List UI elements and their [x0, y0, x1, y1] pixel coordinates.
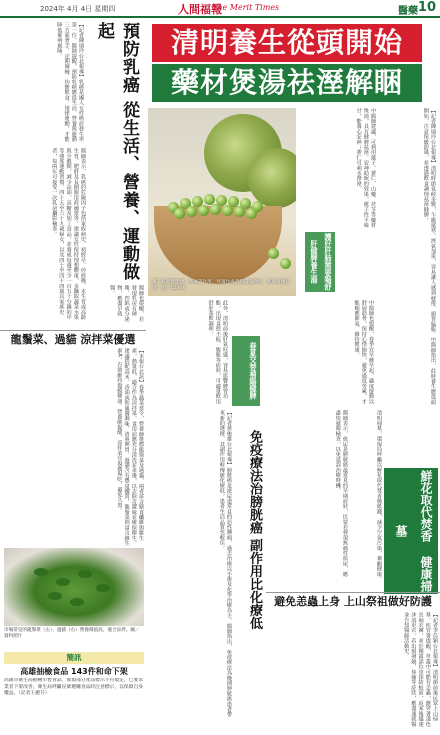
flower-article-body: 清明掃墓，環保局呼籲以鮮花取代焚香燒紙錢，減少空氣污染，兼顧健康。 — [376, 410, 382, 582]
section-name: 醫藥 — [398, 6, 418, 17]
bowl-image — [154, 206, 282, 284]
lotus-seed — [186, 206, 197, 217]
vegetable-body: 【本報台北訊】春季蔬菜當令，營養師推薦龍鬚菜及過貓，兩者富含膳食纖維與維生素，熱量低，適合作為涼拌菜。食用前應充分清洗並汆燙，以去除苦澀味並確保衛生。建議搭配蒜末、香油或和風醬調味，清爽開胃。過貓含有豐富鐵質，龍鬚菜則富含維生素A，有助維持黏膜健康。營養師提醒，涼拌菜宜現做現吃，避免久置。 — [116, 348, 144, 546]
chigger-body: 【記者李佳穎台北報導】清明節前後民眾上山掃墓，疾管署提醒，草叢中可能有恙蟲，應穿著淺色長袖衣褲，並於裸露部位塗抹防蚊液，返家後儘速沐浴更衣。若出現發燒、焦痂等症狀，應盡速就醫並告知醫師活動史。 — [403, 612, 438, 727]
main-article-body-mid-1: 中醫師建議，可利用蓮子、薏仁、山藥、茯苓等藥材煲湯，具有健脾祛溼、安神助眠的效果。蓮子性平味甘，能養心安神；薏仁可利水滲溼。 — [355, 108, 376, 228]
brief-headline: 高雄抽檢食品 143件和命下架 — [20, 667, 128, 676]
lotus-seed — [246, 208, 257, 219]
page-number: 10 — [417, 0, 436, 15]
bladder-cancer-headline: 免疫療法治膀胱癌 副作用比化療低 — [247, 430, 262, 630]
breast-cancer-body-2: 醫師表示，乳癌的危險因子包括家族病史、初經早、停經晚、未生育或高齡生育、肥胖及長期服用荷爾蒙等。建議女性保持理想體重，多攝取蔬菜水果與全穀類，減少高油、高糖及加工食品，並養成每週至少一百五十分鐘的中等強度運動習慣。四十五至六十九歲婦女，以及四十至四十四歲具家族史者，每兩年可接受一次乳房攝影檢查。 — [51, 148, 86, 320]
leaf-shape — [70, 598, 84, 606]
page-header — [0, 0, 440, 18]
lotus-pod-image — [248, 148, 296, 208]
vegetable-photo — [4, 548, 144, 626]
lotus-seed — [222, 205, 233, 216]
brief-body: 高雄市衛生局抽檢市售食品，發現部分產品標示不符規定，已要求業者下架改善。衛生局呼籲民眾選購食品時注意標示，以保障自身權益。（記者王麗芬） — [4, 678, 144, 696]
leaf-shape — [78, 570, 92, 578]
lotus-seed-photo — [148, 108, 296, 296]
main-title-line-1: 清明養生從頭開始 — [152, 24, 422, 62]
main-article-body-mid-2: 此外，清明前後肝氣旺盛，容易影響脾胃功能，出現食慾不振、腹脹等症狀，可適量飲用舒肝茶飲調理。 — [207, 300, 228, 404]
brief-tag: 簡訊 — [4, 652, 144, 664]
main-article-body-mid-3: 中醫師也提醒，春季宜早睡早起，適度運動以舒展筋骨，保持心情愉快，避免過度勞累，才能順應節氣、維持健康。 — [353, 300, 374, 404]
newspaper-logo-en: The Merit Times — [212, 3, 280, 12]
lotus-seed — [268, 248, 279, 259]
lotus-photo-caption: 蓮子有健脾化溼、利尿等作用，建議作成清潤湯品飲用，幫助身體祛溼。圖／123RF — [152, 280, 290, 291]
lotus-seed — [174, 208, 185, 219]
leaf-shape — [48, 592, 62, 600]
vegetable-headline: 龍鬚菜、過貓 涼拌菜優選 — [0, 330, 146, 346]
issue-date: 2024年 4月 4日 星期四 — [40, 5, 116, 13]
breast-cancer-headline: 預防乳癌 從生活、營養、運動做起 — [94, 22, 139, 281]
bladder-cancer-body-1: 【記者黃俊雄台北報導】膀胱癌是泌尿道常見的惡性腫瘤，過去治療以手術及化學治療為主。醫師指出，免疫療法為晚期膀胱癌患者帶來新的選擇，其副作用較傳統化療低，患者生活品質也較佳。 — [218, 410, 232, 717]
bladder-cancer-body-2: 醫師表示，血尿是膀胱癌最常見的早期症狀，民眾若發現無痛性血尿，應盡快就醫檢查，以免延誤治療時機。 — [334, 410, 348, 577]
leaf-shape — [96, 584, 110, 592]
chigger-headline: 避免恙蟲上身 上山祭祖做好防護 — [266, 592, 440, 608]
breast-cancer-body-1: 【記者陳瑞玲台北報導】乳癌是國人女性癌症發生率第一位，醫師提醒，預防乳癌應從生活、營養與運動三方面著手，定期篩檢、均衡飲食、規律運動，才能降低罹病風險。 — [56, 22, 84, 142]
leaf-shape — [56, 578, 70, 586]
subhead-tag-spleen: 春夏交替補陽健脾 — [232, 336, 260, 406]
lotus-seed — [198, 205, 209, 216]
flower-banner: 鮮花取代焚香 健康掃墓 — [384, 468, 438, 594]
vegetable-photo-caption: 市場常見的龍鬚菜（左）、過貓（右）營養價值高，適合涼拌。圖／資料照片 — [4, 628, 140, 639]
leaf-shape — [34, 568, 48, 576]
main-article-body-right: 【記者陳瑞玲台北報導】清明時節氣候多變，乍暖還寒，溼氣加重，容易讓人感到疲倦、頭昏腦脹。中醫師指出，此時養生應從頭開始，注意保暖防風，並透過飲食調理祛溼健脾。 — [422, 108, 436, 405]
lotus-seed — [280, 258, 291, 269]
lotus-seed — [210, 204, 221, 215]
newspaper-logo: 人間福報 — [178, 3, 222, 16]
subhead-tag-liver: 護好肝肺需要喝舒肝健脾養生湯 — [305, 232, 335, 292]
breast-cancer-body-3: 醫師也提醒，若發現乳房有硬塊、凹陷或分泌物，應盡早就醫。 — [109, 285, 144, 322]
main-title-line-2: 藥材煲湯祛溼解睏 — [152, 64, 422, 102]
lotus-seed — [234, 206, 245, 217]
